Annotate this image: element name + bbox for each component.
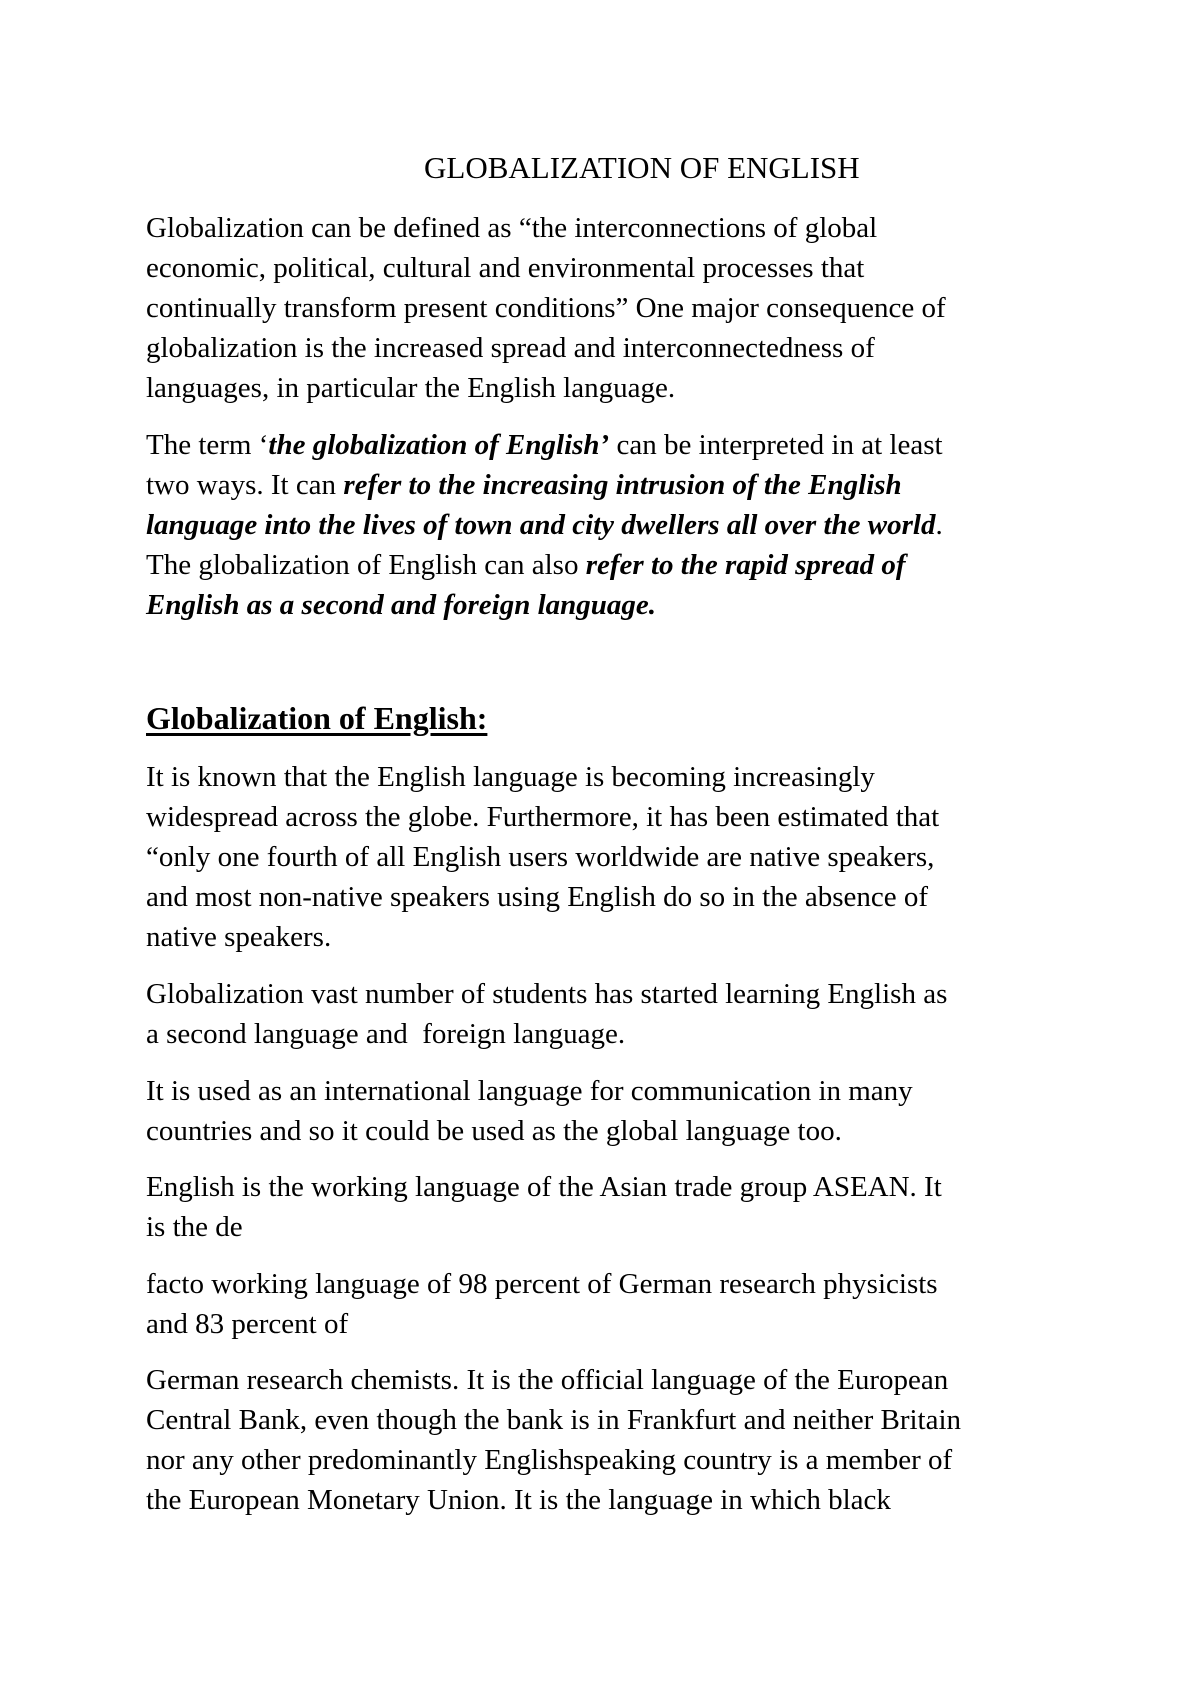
- term-line: [146, 505, 1086, 545]
- paragraph-line: “only one fourth of all English users worldwide are native speakers,: [146, 841, 935, 873]
- paragraph-line: and 83 percent of: [146, 1308, 349, 1340]
- paragraph-line: countries and so it could be used as the global language too.: [146, 1115, 842, 1147]
- term-emphasis: refer to the increasing intrusion of the English: [343, 469, 902, 501]
- term-line: [146, 585, 1086, 625]
- intro-line: economic, political, cultural and environmental processes that: [146, 252, 865, 284]
- term-emphasis: the globalization of English’: [268, 429, 610, 461]
- paragraph-line: facto working language of 98 percent of German research physicists: [146, 1268, 938, 1300]
- term-text: The globalization of English can also: [146, 549, 586, 581]
- term-text: two ways. It can: [146, 469, 344, 501]
- paragraph-line: It is known that the English language is becoming increasingly: [146, 761, 875, 793]
- paragraph-line: native speakers.: [146, 921, 332, 953]
- intro-line: Globalization can be defined as “the interconnections of global: [146, 212, 878, 244]
- paragraph-international: [146, 1071, 1086, 1151]
- intro-line: languages, in particular the English language.: [146, 372, 676, 404]
- term-paragraph: [146, 425, 1086, 625]
- section-heading: Globalization of English:: [146, 700, 488, 736]
- term-emphasis: language into the lives of town and city dwellers all over the world: [146, 509, 936, 541]
- term-text: The term ‘: [146, 429, 269, 461]
- paragraph-physicists: [146, 1264, 1086, 1344]
- paragraph-line: and most non-native speakers using English do so in the absence of: [146, 881, 929, 913]
- paragraph-known: [146, 757, 1086, 957]
- term-text: .: [935, 509, 943, 541]
- paragraph-chemists: [146, 1360, 1086, 1520]
- paragraph-line: Globalization vast number of students has started learning English as: [146, 978, 948, 1010]
- paragraph-line: the European Monetary Union. It is the language in which black: [146, 1484, 891, 1516]
- paragraph-line: German research chemists. It is the official language of the European: [146, 1364, 949, 1396]
- term-line: [146, 465, 1086, 505]
- intro-paragraph: [146, 208, 1086, 408]
- term-line: [146, 545, 1086, 585]
- term-text: can be interpreted in at least: [609, 429, 943, 461]
- document-title: GLOBALIZATION OF ENGLISH: [424, 150, 860, 185]
- paragraph-asean: [146, 1167, 1086, 1247]
- paragraph-line: English is the working language of the Asian trade group ASEAN. It: [146, 1171, 942, 1203]
- paragraph-line: a second language and foreign language.: [146, 1018, 626, 1050]
- term-line: [146, 425, 1086, 465]
- intro-line: globalization is the increased spread and interconnectedness of: [146, 332, 875, 364]
- term-emphasis: refer to the rapid spread of: [585, 549, 906, 581]
- paragraph-line: widespread across the globe. Furthermore, it has been estimated that: [146, 801, 940, 833]
- term-emphasis: English as a second and foreign language.: [146, 589, 657, 621]
- paragraph-line: It is used as an international language for communication in many: [146, 1075, 913, 1107]
- paragraph-line: Central Bank, even though the bank is in Frankfurt and neither Britain: [146, 1404, 962, 1436]
- intro-line: continually transform present conditions” One major consequence of: [146, 292, 946, 324]
- paragraph-students: [146, 974, 1086, 1054]
- paragraph-line: nor any other predominantly Englishspeaking country is a member of: [146, 1444, 953, 1476]
- paragraph-line: is the de: [146, 1211, 243, 1243]
